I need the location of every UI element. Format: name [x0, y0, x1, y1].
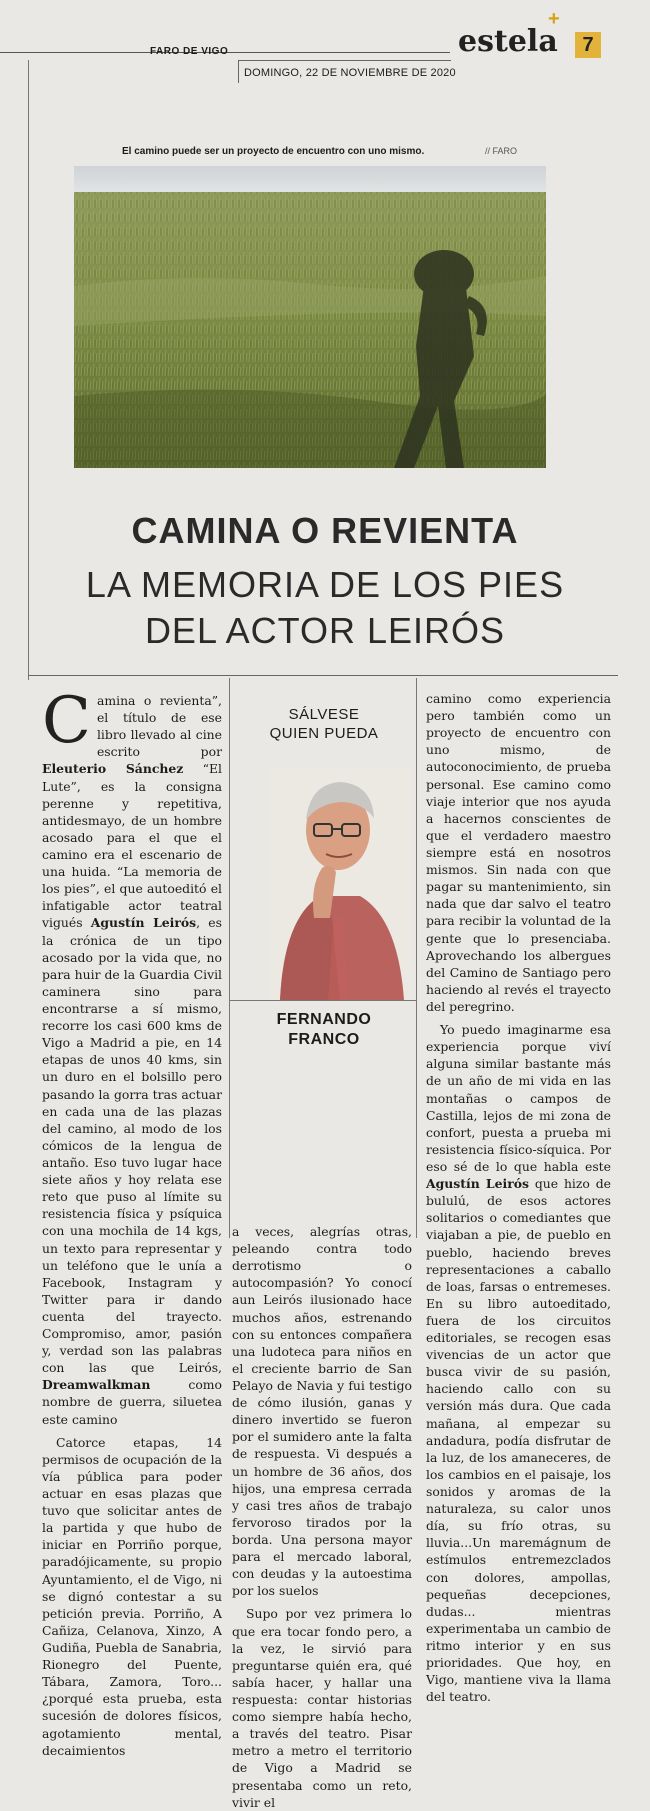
author-name-line: FRANCO — [288, 1031, 360, 1048]
text-run: Yo puedo imaginarme esa experiencia porque viví alguna similar bastante más de un año de mi vida en las montañas o campos de Castilla, lejos de mi zona de confort, puesta a prueba mi resistencia físico-síquica. Por eso sé de lo que habla este — [426, 1022, 611, 1174]
person-name: Eleuterio Sánchez — [42, 761, 184, 777]
headline-subtitle-line2: DEL ACTOR LEIRÓS — [144, 610, 506, 651]
newspaper-name: FARO DE VIGO — [150, 46, 229, 57]
photo-caption: El camino puede ser un proyecto de encuentro con uno mismo. — [122, 146, 425, 157]
person-name: Agustín Leirós — [426, 1176, 529, 1192]
kicker-line: SÁLVESE — [288, 706, 360, 723]
text-run: , es la crónica de un tipo acosado por la vida que, no para huir de la Guardia Civil caminera sino para encontrarse a sí mismo, recorre los casi 600 kms de Vigo a Madrid a pie, en 14 etapas de unos 40 kms, sin un duro en el bolsillo pero pasando la gorra tras actuar en cada una de las plazas del camino, al modo de los cómicos de la lengua de antaño. Eso tuvo lugar hace siete años y hoy relata ese reto que puso al límite su resistencia física y psíquica con una mochila de 14 kgs, un texto para representar y un teléfono que le unía a Facebook, Instagram y Twitter para ir dando cuenta del trayecto. Compromiso, amor, pasión y, verdad son las palabras con las que Leirós, — [42, 915, 222, 1376]
photo-credit: // FARO — [485, 146, 518, 156]
paragraph: Catorce etapas, 14 permisos de ocupación de la vía pública para poder actuar en esas plazas que tuvo que solicitar antes de la partida y que hubo de iniciar en Porriño porque, paradójicamente, su propio Ayuntamiento, el de Vigo, ni se dignó contestar a su petición previa. Porriño, A Cañiza, Celanova, Xinzo, A Gudiña, Puebla de Sanabria, Rionegro del Puente, Tábara, Zamora, Toro... ¿porqué esta prueba, esta sucesión de dolores físicos, agotamiento mental, decaimientos — [42, 1434, 222, 1758]
paragraph — [42, 684, 223, 1428]
nickname: Dreamwalkman — [42, 1377, 151, 1393]
article-column-2 — [232, 1223, 412, 1811]
author-portrait-image — [270, 768, 410, 1000]
section-logo: estela — [458, 24, 558, 59]
text-run: amina o revienta”, el título de ese libro llevado al cine escrito por — [96, 693, 222, 760]
kicker-line: QUIEN PUEDA — [269, 724, 379, 742]
column-rule-left — [229, 678, 230, 1238]
section-logo-plus-icon: + — [548, 8, 560, 30]
headline-subtitle-line1: LA MEMORIA DE LOS PIES — [85, 564, 565, 605]
paragraph: a veces, alegrías otras, peleando contra todo derrotismo o autocompasión? Yo conocí aun Leirós ilusionado hace muchos años, estrenando con su entonces compañera una ludoteca para niños en el creciente barrio de San Pelayo de Navia y fui testigo de cómo ilusión, ganas y dinero invertido se fueron por el sumidero ante la falta de respuesta. Vi después a un hombre de 36 años, dos hijos, una empresa cerrada y casi tres años de trabajo fervoroso tirados por la borda. Una persona mayor para el mercado laboral, con deudas y la autoestima por los suelos — [232, 1224, 412, 1599]
author-byline — [232, 1010, 416, 1050]
author-box-rule — [230, 1000, 417, 1001]
text-run: “El Lute”, es la consigna perenne y repetitiva, antidesmayo, de un hombre acosado para el que el camino era el escenario de una huida. “La memoria de los pies”, el que autoeditó el infatigable actor teatral vigués — [42, 761, 223, 931]
paragraph: Supo por vez primera lo que era tocar fondo pero, a la vez, le sirvió para preguntarse quién era, qué sabía hacer, y hallar una respuesta: contar historias como siempre había hecho, a través del teatro. Pisar metro a metro el territorio de Vigo a Madrid se presentaba como un reto, vivir el — [232, 1606, 412, 1810]
author-name-line: FERNANDO — [276, 1011, 372, 1028]
field-shadow-photo — [74, 166, 546, 468]
publication-date: DOMINGO, 22 DE NOVIEMBRE DE 2020 — [244, 67, 456, 79]
field-photo-image — [74, 166, 546, 468]
paragraph: camino como experiencia pero también como un proyecto de encuentro con uno mismo, de autoconocimiento, de prueba personal. Ese camino como viaje interior que nos ayuda a hacernos conscientes de que el verdadero maestro siempre está en nosotros mismos. Sin nada con que pagar su mantenimiento, sin nada que dar salvo el teatro para recibir la voluntad de la gente que lo presenciaba. Aprovechando los albergues del Camino de Santiago pero haciendo al revés el trayecto del peregrino. — [426, 691, 611, 1014]
article-column-3 — [426, 690, 611, 1705]
page-number: 7 — [575, 32, 601, 58]
text-run: que hizo de bululú, de esos actores solitarios o comediantes que viajaban a pie, de pueblo en pueblo, haciendo breves representaciones a caballo de loas, farsas o entremeses. En su libro autoeditado, fuera de los circuitos editoriales, se recogen esas vivencias de un actor que busca vivir de su pasión, haciendo callo con su versión más dura. Que cada mañana, al empezar su andadura, podía disfrutar de la luz, de los amaneceres, de los cambios en el paisaje, los sonidos y aromas de la naturaleza, su calor unos día, su frío otras, su lluvia...Un maremágnum de estímulos entremezclados con dolores, ampollas, pequeñas decepciones, dudas... mientras experimentaba un cambio de ritmo interior y en sus prioridades. Que hoy, en Vigo, mantiene viva la llama del teatro. — [426, 1176, 611, 1705]
person-name: Agustín Leirós — [90, 915, 197, 931]
article-column-1 — [42, 684, 223, 1759]
headline-title: CAMINA O REVIENTA — [131, 510, 519, 551]
drop-cap: C — [42, 684, 91, 758]
column-kicker — [232, 706, 416, 744]
headline-rule — [28, 675, 618, 676]
column-rule-right — [416, 678, 417, 1238]
author-portrait — [270, 768, 410, 1000]
paragraph — [426, 1021, 611, 1705]
text-run: como nombre de guerra, siluetea este camino — [42, 1377, 222, 1427]
